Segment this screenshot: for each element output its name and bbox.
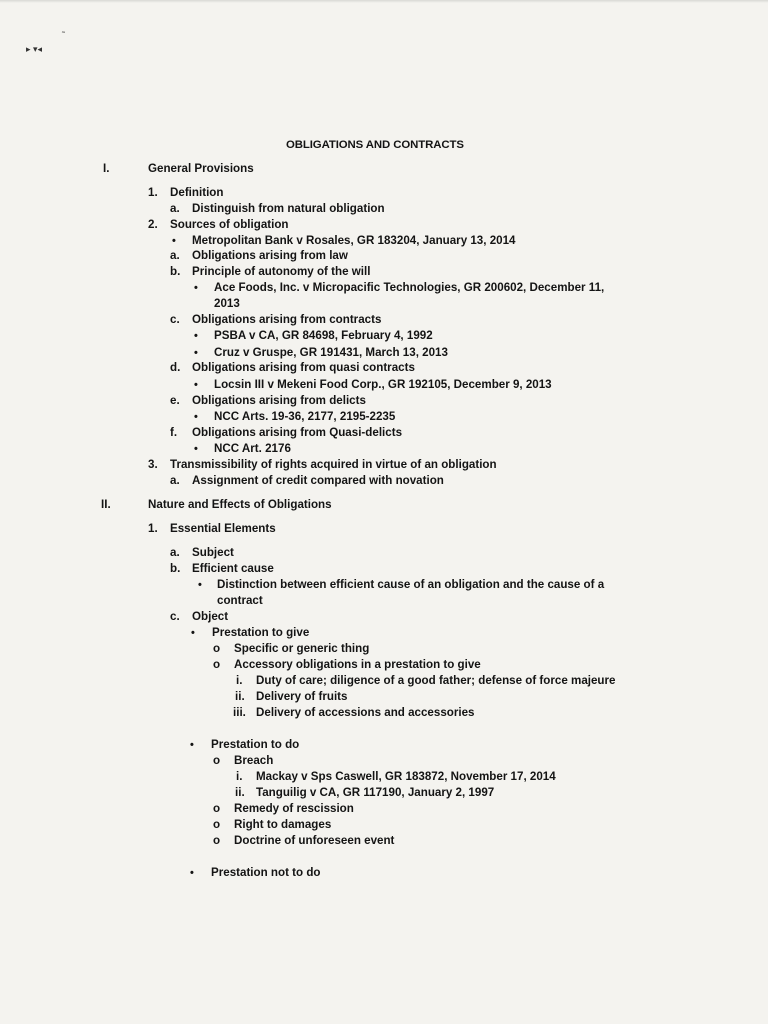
outline-marker: o <box>213 658 221 671</box>
outline-marker: e. <box>170 394 180 407</box>
outline-item: Breach <box>234 754 274 767</box>
outline-item: Duty of care; diligence of a good father; defense of force majeure <box>256 674 616 687</box>
outline-item: Prestation not to do <box>211 866 321 879</box>
bullet-marker: • <box>198 579 202 591</box>
outline-item: Obligations arising from law <box>192 249 348 262</box>
outline-item: Ace Foods, Inc. v Micropacific Technologies, GR 200602, December 11, <box>214 281 605 294</box>
outline-item: Sources of obligation <box>170 218 289 231</box>
bullet-marker: • <box>190 867 194 879</box>
bullet-marker: • <box>194 379 198 391</box>
outline-marker: c. <box>170 313 180 326</box>
section-numeral: I. <box>103 162 110 175</box>
outline-marker: a. <box>170 546 180 559</box>
outline-marker: o <box>213 802 221 815</box>
outline-item: Object <box>192 610 229 623</box>
outline-item: Metropolitan Bank v Rosales, GR 183204, January 13, 2014 <box>192 234 516 247</box>
outline-item: Prestation to do <box>211 738 300 751</box>
outline-item: Obligations arising from Quasi-delicts <box>192 426 403 439</box>
bullet-marker: • <box>194 347 198 359</box>
outline-item: NCC Art. 2176 <box>214 442 291 455</box>
outline-marker: o <box>213 754 221 767</box>
bullet-marker: • <box>191 627 195 639</box>
outline-marker: o <box>213 642 221 655</box>
section-heading: General Provisions <box>148 162 254 175</box>
outline-marker: c. <box>170 610 180 623</box>
outline-item: Definition <box>170 186 224 199</box>
outline-marker: i. <box>236 674 243 687</box>
outline-item: Distinction between efficient cause of an obligation and the cause of a <box>217 578 605 591</box>
bullet-marker: • <box>172 235 176 247</box>
outline-item: Subject <box>192 546 234 559</box>
section-heading: Nature and Effects of Obligations <box>148 498 332 511</box>
outline-marker: b. <box>170 265 181 278</box>
outline-item: Doctrine of unforeseen event <box>234 834 395 847</box>
bullet-marker: • <box>194 411 198 423</box>
outline-item: Remedy of rescission <box>234 802 354 815</box>
section-numeral: II. <box>101 498 111 511</box>
outline-marker: a. <box>170 474 180 487</box>
outline-marker: o <box>213 834 221 847</box>
outline-item: Efficient cause <box>192 562 274 575</box>
outline-item: Tanguilig v CA, GR 117190, January 2, 1997 <box>256 786 495 799</box>
outline-item: Prestation to give <box>212 626 310 639</box>
outline-marker: b. <box>170 562 181 575</box>
outline-item: Distinguish from natural obligation <box>192 202 385 215</box>
outline-marker: iii. <box>233 706 246 719</box>
outline-item: 2013 <box>214 297 240 310</box>
outline-item: Right to damages <box>234 818 332 831</box>
outline-item: Essential Elements <box>170 522 276 535</box>
outline-item: Delivery of accessions and accessories <box>256 706 475 719</box>
scan-speck: ˜ <box>62 30 65 40</box>
outline-marker: d. <box>170 361 181 374</box>
outline-item: Transmissibility of rights acquired in virtue of an obligation <box>170 458 497 471</box>
outline-marker: o <box>213 818 221 831</box>
outline-marker: 1. <box>148 522 158 535</box>
outline-item: Obligations arising from quasi contracts <box>192 361 415 374</box>
outline-item: Principle of autonomy of the will <box>192 265 371 278</box>
bullet-marker: • <box>190 739 194 751</box>
outline-marker: f. <box>170 426 178 439</box>
outline-item: Obligations arising from contracts <box>192 313 382 326</box>
outline-item: Cruz v Gruspe, GR 191431, March 13, 2013 <box>214 346 448 359</box>
outline-item: Locsin III v Mekeni Food Corp., GR 192105, December 9, 2013 <box>214 378 552 391</box>
document-title: OBLIGATIONS AND CONTRACTS <box>286 139 464 151</box>
outline-item: PSBA v CA, GR 84698, February 4, 1992 <box>214 329 433 342</box>
bullet-marker: • <box>194 443 198 455</box>
scan-speck: ▸ ▾◂ <box>26 44 43 54</box>
outline-marker: a. <box>170 249 180 262</box>
outline-item: Assignment of credit compared with novation <box>192 474 444 487</box>
outline-marker: 2. <box>148 218 158 231</box>
bullet-marker: • <box>194 330 198 342</box>
outline-item: Obligations arising from delicts <box>192 394 366 407</box>
outline-item: contract <box>217 594 263 607</box>
outline-item: NCC Arts. 19-36, 2177, 2195-2235 <box>214 410 396 423</box>
outline-marker: 1. <box>148 186 158 199</box>
scan-edge <box>0 0 768 3</box>
outline-marker: ii. <box>235 786 245 799</box>
outline-item: Accessory obligations in a prestation to give <box>234 658 481 671</box>
outline-marker: ii. <box>235 690 245 703</box>
outline-marker: i. <box>236 770 243 783</box>
outline-item: Mackay v Sps Caswell, GR 183872, November 17, 2014 <box>256 770 556 783</box>
outline-item: Specific or generic thing <box>234 642 370 655</box>
bullet-marker: • <box>194 282 198 294</box>
outline-marker: 3. <box>148 458 158 471</box>
outline-item: Delivery of fruits <box>256 690 348 703</box>
outline-marker: a. <box>170 202 180 215</box>
